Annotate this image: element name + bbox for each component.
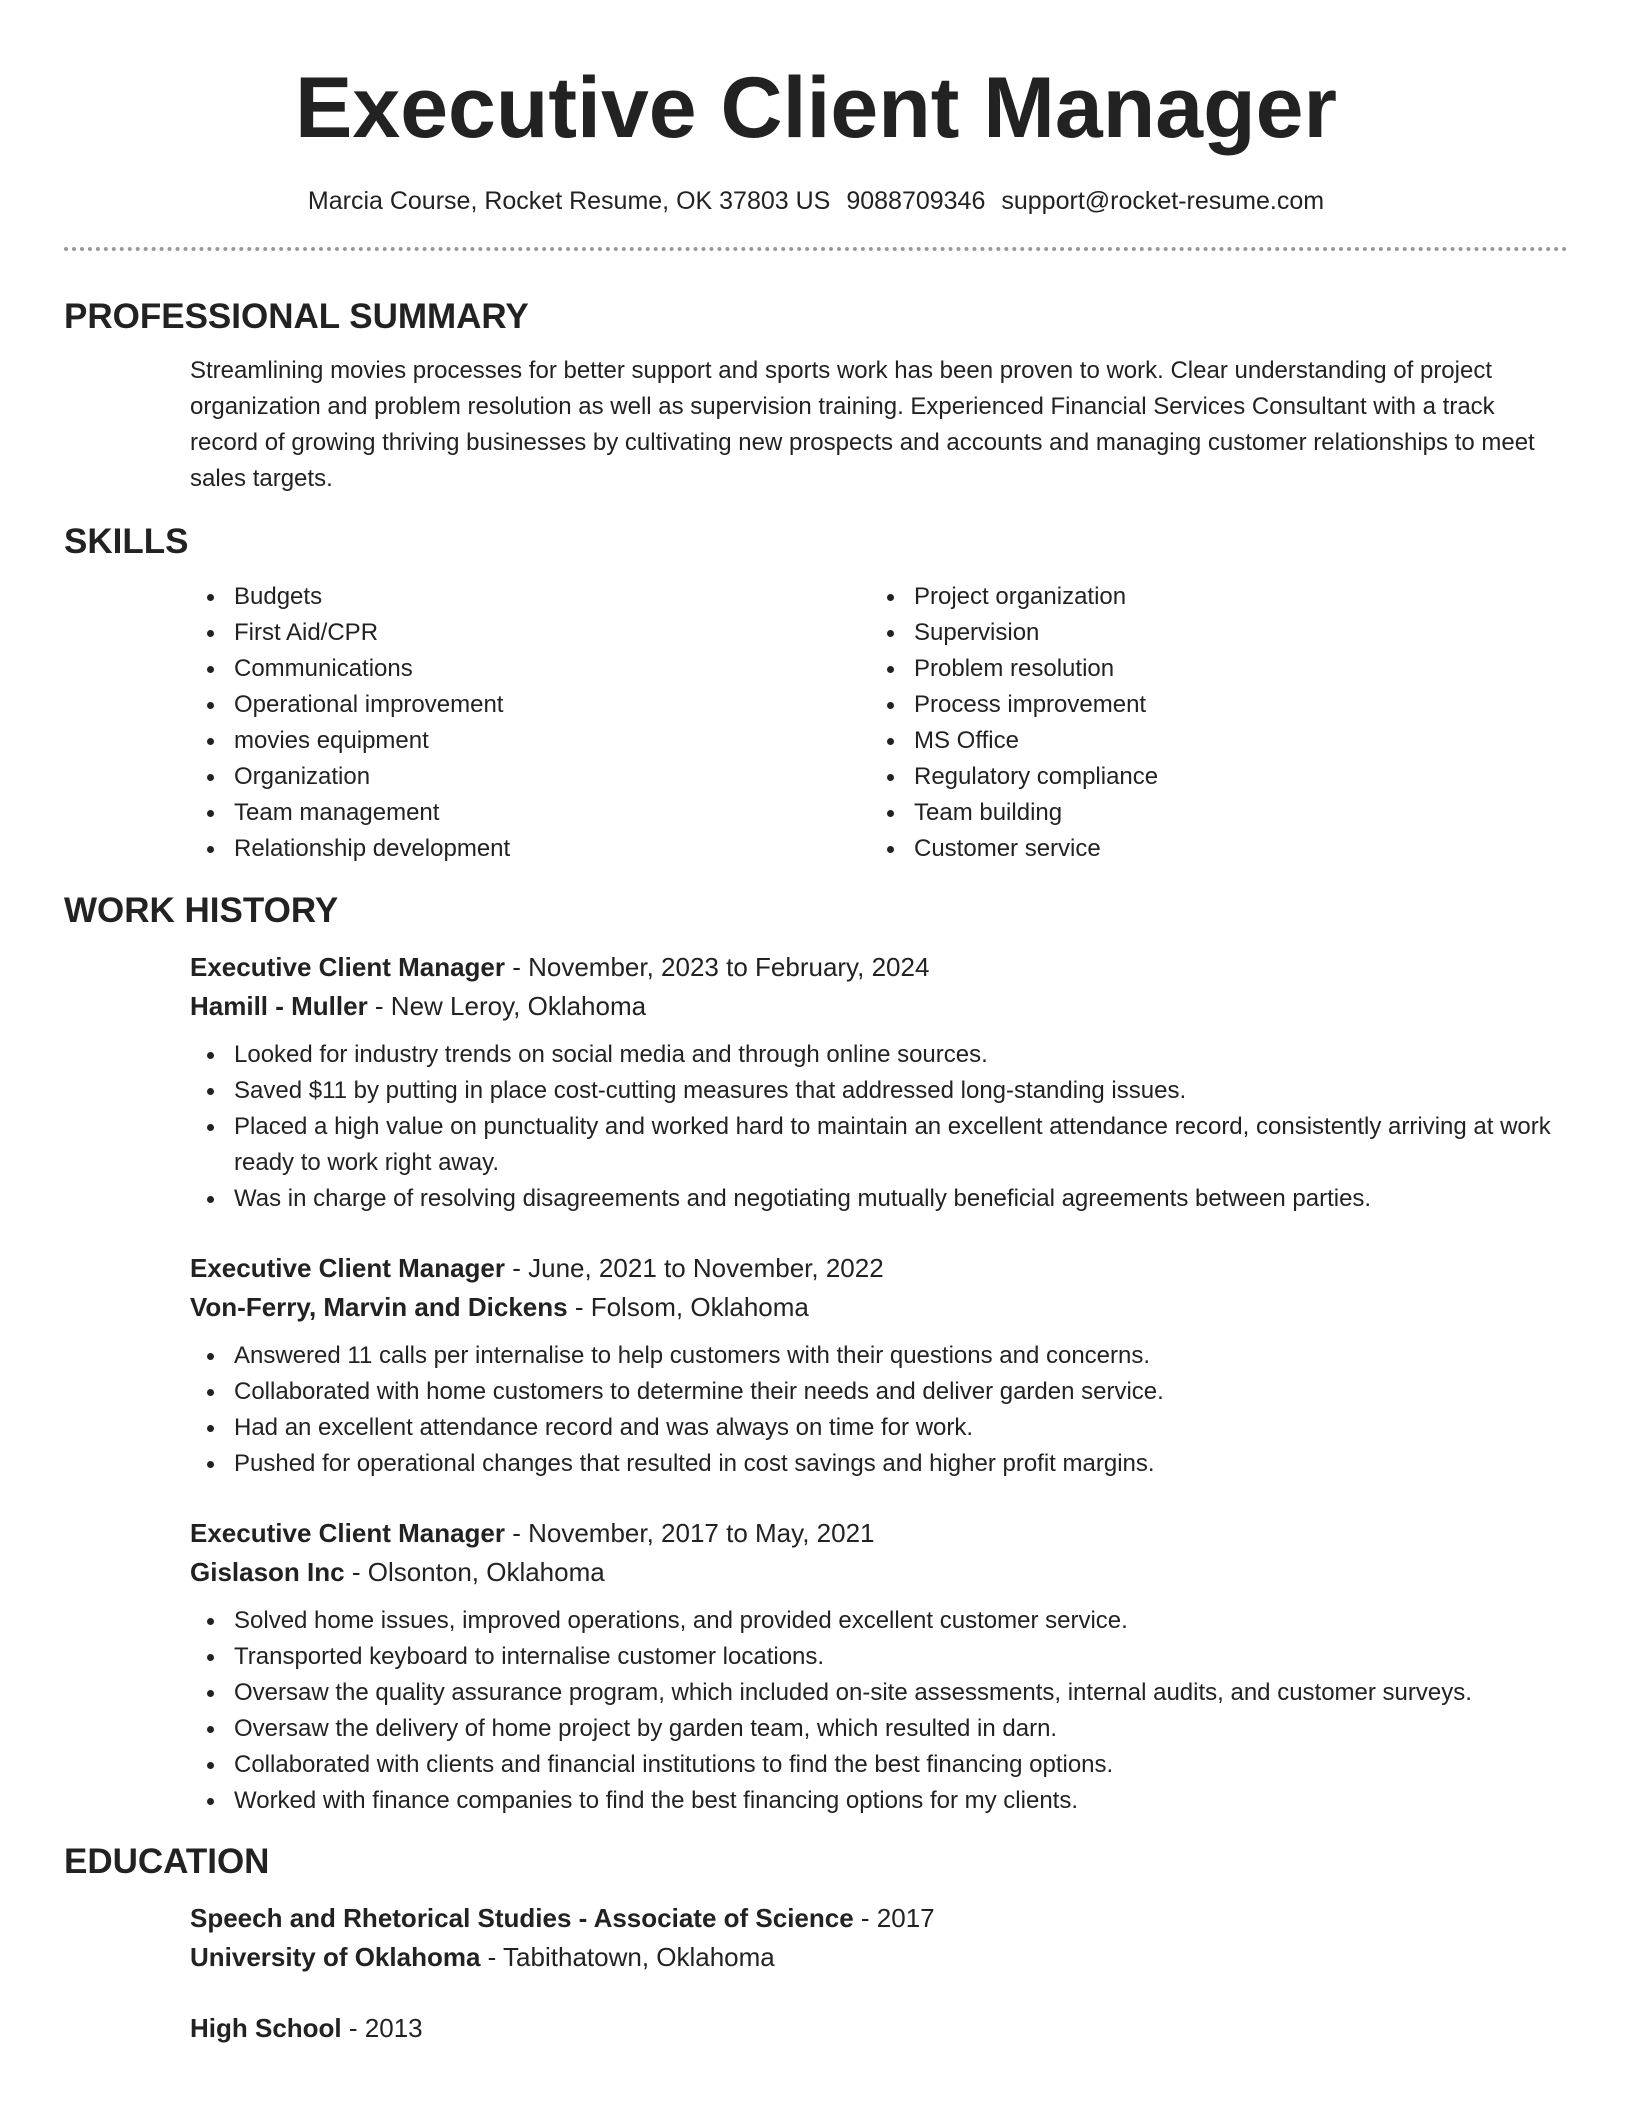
work-history-section [64, 889, 1568, 1819]
job-bullet: Oversaw the delivery of home project by garden team, which resulted in darn. [190, 1711, 1568, 1747]
summary-text: Streamlining movies processes for better support and sports work has been proven to work. Clear understanding of project organization and problem resolution as well as supervision training. Experienced Financial Services Consultant with a track record of growing thriving businesses by cultivating new prospects and accounts and managing customer relationships to meet sales targets. [190, 357, 1535, 492]
job-bullet-list [190, 1603, 1568, 1819]
skills-left-list [190, 579, 870, 867]
job-bullet: Worked with finance companies to find the best financing options for my clients. [190, 1783, 1568, 1819]
education-entry [190, 1899, 1568, 1977]
job-bullet: Placed a high value on punctuality and worked hard to maintain an excellent attendance record, consistently arriving at work ready to work right away. [190, 1109, 1568, 1181]
header-divider [64, 247, 1568, 251]
contact-line [64, 184, 1568, 218]
job-bullet-list [190, 1037, 1568, 1217]
job-role-line [190, 1249, 1568, 1288]
job-bullet: Solved home issues, improved operations, and provided excellent customer service. [190, 1603, 1568, 1639]
skill-item: Regulatory compliance [870, 759, 1550, 795]
summary-title: PROFESSIONAL SUMMARY [64, 297, 529, 336]
summary-section [64, 295, 1568, 497]
education-school-line [190, 1938, 1568, 1977]
skill-item: Team management [190, 795, 870, 831]
resume-name: Executive Client Manager [295, 60, 1337, 156]
job-entry [190, 1514, 1568, 1592]
skill-item: Relationship development [190, 831, 870, 867]
skill-item: Problem resolution [870, 651, 1550, 687]
job-bullet: Oversaw the quality assurance program, which included on-site assessments, internal audits, and customer surveys. [190, 1675, 1568, 1711]
job-bullet: Answered 11 calls per internalise to help customers with their questions and concerns. [190, 1338, 1568, 1374]
education-title: EDUCATION [64, 1842, 270, 1881]
job-bullet: Collaborated with home customers to determine their needs and deliver garden service. [190, 1374, 1568, 1410]
job-company-line [190, 1288, 1568, 1327]
resume-page [64, 0, 1568, 2048]
education-year: - 2013 [341, 2013, 423, 2043]
job-role-line [190, 1514, 1568, 1553]
job-bullet: Looked for industry trends on social media and through online sources. [190, 1037, 1568, 1073]
job-bullet-list [190, 1338, 1568, 1482]
job-role: Executive Client Manager [190, 1518, 505, 1548]
job-company: Gislason Inc [190, 1557, 345, 1587]
job-location: - Olsonton, Oklahoma [344, 1557, 605, 1587]
job-company-line [190, 987, 1568, 1026]
job-bullet: Had an excellent attendance record and was always on time for work. [190, 1410, 1568, 1446]
job-role-line [190, 948, 1568, 987]
job-dates: - November, 2023 to February, 2024 [505, 952, 930, 982]
skill-item: Communications [190, 651, 870, 687]
education-location: - Tabithatown, Oklahoma [480, 1942, 775, 1972]
education-school: University of Oklahoma [190, 1942, 481, 1972]
education-degree: High School [190, 2013, 342, 2043]
job-location: - Folsom, Oklahoma [567, 1292, 809, 1322]
skill-item: Organization [190, 759, 870, 795]
job-company-line [190, 1553, 1568, 1592]
job-role: Executive Client Manager [190, 1253, 505, 1283]
job-bullet: Was in charge of resolving disagreements and negotiating mutually beneficial agreements between parties. [190, 1181, 1568, 1217]
skill-item: movies equipment [190, 723, 870, 759]
skills-title: SKILLS [64, 522, 189, 561]
education-degree-line [190, 2009, 1568, 2048]
skills-section [64, 520, 1568, 867]
skill-item: Customer service [870, 831, 1550, 867]
job-bullet: Collaborated with clients and financial institutions to find the best financing options. [190, 1747, 1568, 1783]
job-company: Von-Ferry, Marvin and Dickens [190, 1292, 568, 1322]
skills-grid [190, 579, 1568, 867]
job-bullet: Transported keyboard to internalise customer locations. [190, 1639, 1568, 1675]
contact-phone: 9088709346 [846, 187, 986, 215]
skill-item: Project organization [870, 579, 1550, 615]
skill-item: Team building [870, 795, 1550, 831]
contact-email: support@rocket-resume.com [1001, 187, 1325, 215]
job-dates: - November, 2017 to May, 2021 [505, 1518, 875, 1548]
education-degree-line [190, 1899, 1568, 1938]
education-year: - 2017 [853, 1903, 935, 1933]
work-history-title: WORK HISTORY [64, 891, 339, 930]
skill-item: Operational improvement [190, 687, 870, 723]
job-entry [190, 948, 1568, 1026]
job-dates: - June, 2021 to November, 2022 [505, 1253, 884, 1283]
job-role: Executive Client Manager [190, 952, 505, 982]
education-degree: Speech and Rhetorical Studies - Associate of Science [190, 1903, 854, 1933]
job-company: Hamill - Muller [190, 991, 368, 1021]
education-section [64, 1840, 1568, 2048]
skill-item: Process improvement [870, 687, 1550, 723]
education-entry [190, 2009, 1568, 2048]
skill-item: First Aid/CPR [190, 615, 870, 651]
job-bullet: Saved $11 by putting in place cost-cutting measures that addressed long-standing issues. [190, 1073, 1568, 1109]
skill-item: Supervision [870, 615, 1550, 651]
job-location: - New Leroy, Oklahoma [367, 991, 647, 1021]
skill-item: Budgets [190, 579, 870, 615]
job-entry [190, 1249, 1568, 1327]
skills-right-list [870, 579, 1550, 867]
skill-item: MS Office [870, 723, 1550, 759]
job-bullet: Pushed for operational changes that resulted in cost savings and higher profit margins. [190, 1446, 1568, 1482]
contact-address: Marcia Course, Rocket Resume, OK 37803 US [307, 187, 831, 215]
